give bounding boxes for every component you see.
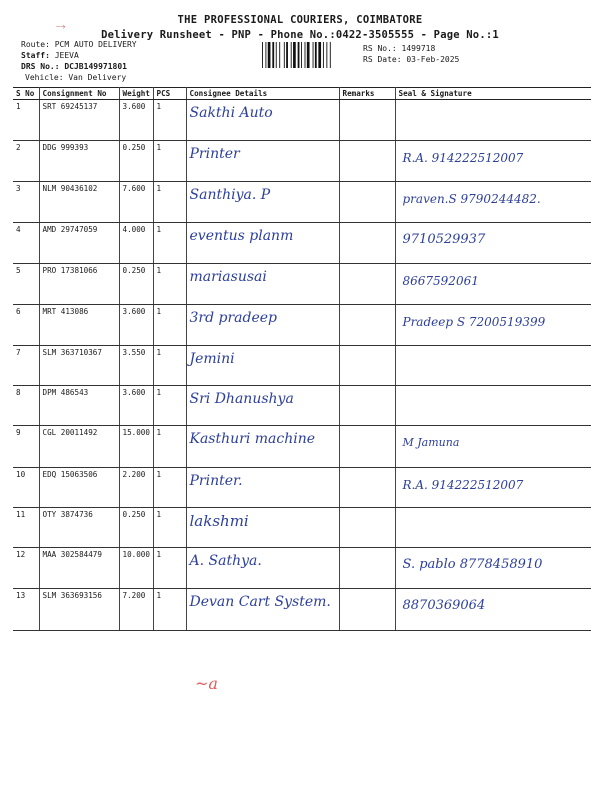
cell-consignee [186,100,339,141]
cell-signature-text: Pradeep S 7200519399 [402,315,546,329]
cell-weight [119,508,153,548]
cell-consignee-text: 3rd pradeep [189,310,278,326]
cell-pcs-text: 1 [156,184,162,193]
cell-consignment-no-text: MRT 413086 [42,307,89,316]
rs-no-label: RS No.: [363,44,397,53]
cell-weight-text: 7.200 [122,591,146,600]
cell-signature-text: R.A. 914222512007 [402,151,524,165]
table-row [13,508,591,548]
cell-weight-text: 0.250 [122,143,146,152]
cell-sno-text: 5 [16,266,21,275]
cell-remarks [339,508,395,548]
cell-weight-text: 0.250 [122,510,146,519]
cell-signature [395,346,591,386]
cell-consignment-no [39,223,119,264]
cell-weight-text: 3.550 [122,348,146,357]
cell-signature [395,141,591,182]
route-label: Route: [21,40,50,49]
cell-signature-text: 8870369064 [402,598,486,613]
cell-weight [119,305,153,346]
header-remarks: Remarks [339,88,395,100]
cell-signature-text: S. pablo 8778458910 [402,557,543,572]
cell-consignee-text: eventus planm [189,228,294,244]
cell-remarks [339,223,395,264]
cell-consignee [186,468,339,508]
cell-pcs [153,426,186,468]
staff-line [21,51,79,62]
cell-remarks [339,426,395,468]
cell-consignee-text: Printer. [189,473,243,489]
drs-line [21,62,127,73]
cell-sno [13,589,39,631]
cell-weight [119,346,153,386]
cell-consignee-text: A. Sathya. [189,553,262,569]
cell-consignee [186,305,339,346]
cell-consignee-text: Santhiya. P [189,187,271,203]
cell-consignee-text: Printer [189,146,240,162]
header-signature: Seal & Signature [395,88,591,100]
drs-label: DRS No.: [21,62,60,71]
cell-signature [395,182,591,223]
cell-consignee [186,223,339,264]
cell-consignee-text: Sri Dhanushya [189,391,294,407]
cell-signature-text: R.A. 914222512007 [402,478,524,492]
rs-date-value: 03-Feb-2025 [406,55,460,64]
cell-pcs [153,100,186,141]
cell-weight [119,386,153,426]
table-row [13,100,591,141]
cell-pcs-text: 1 [156,225,162,234]
cell-pcs-text: 1 [156,550,162,559]
cell-consignee-text: Jemini [189,351,235,367]
cell-sno [13,305,39,346]
cell-remarks [339,264,395,305]
cell-consignment-no-text: NLM 90436102 [42,184,98,193]
cell-signature [395,589,591,631]
cell-weight [119,589,153,631]
cell-sno-text: 1 [16,102,21,111]
corner-mark: ⤍ [56,22,66,32]
vehicle-line [25,73,126,84]
cell-signature [395,508,591,548]
table-row [13,426,591,468]
cell-sno [13,508,39,548]
route-line [21,40,137,51]
staff-label: Staff: [21,51,50,60]
cell-pcs-text: 1 [156,143,162,152]
cell-consignee [186,589,339,631]
cell-remarks [339,548,395,589]
cell-consignment-no [39,548,119,589]
cell-sno-text: 13 [16,591,26,600]
cell-remarks [339,100,395,141]
cell-remarks [339,468,395,508]
cell-pcs-text: 1 [156,510,162,519]
table-row [13,386,591,426]
cell-pcs [153,589,186,631]
table-row [13,305,591,346]
cell-consignment-no-text: AMD 29747059 [42,225,98,234]
cell-consignment-no-text: CGL 20011492 [42,428,98,437]
cell-consignment-no [39,468,119,508]
cell-consignment-no [39,141,119,182]
cell-pcs [153,182,186,223]
header-sno: S No [13,88,39,100]
cell-sno [13,468,39,508]
cell-pcs [153,508,186,548]
cell-sno [13,223,39,264]
cell-remarks [339,182,395,223]
cell-sno-text: 3 [16,184,21,193]
cell-signature [395,264,591,305]
cell-weight [119,100,153,141]
table-row [13,182,591,223]
cell-consignment-no-text: EDQ 15063506 [42,470,98,479]
rs-date-label: RS Date: [363,55,402,64]
cell-signature [395,386,591,426]
cell-remarks [339,141,395,182]
cell-pcs [153,386,186,426]
cell-weight-text: 3.600 [122,388,146,397]
cell-pcs [153,223,186,264]
cell-sno [13,141,39,182]
cell-consignee [186,182,339,223]
cell-sno [13,548,39,589]
cell-pcs [153,468,186,508]
cell-consignment-no [39,426,119,468]
cell-sno [13,182,39,223]
table-row [13,468,591,508]
cell-consignee-text: Devan Cart System. [189,594,331,610]
cell-pcs [153,305,186,346]
cell-signature-text: 9710529937 [402,232,486,247]
cell-signature-text: M Jamuna [402,436,460,449]
cell-consignee [186,386,339,426]
cell-weight [119,141,153,182]
cell-signature [395,100,591,141]
cell-sno-text: 9 [16,428,21,437]
cell-consignee [186,141,339,182]
cell-sno [13,386,39,426]
cell-pcs [153,264,186,305]
cell-sno-text: 12 [16,550,26,559]
cell-pcs-text: 1 [156,428,162,437]
cell-signature [395,223,591,264]
cell-consignment-no [39,508,119,548]
header-consignee: Consignee Details [186,88,339,100]
route-value: PCM AUTO DELIVERY [54,40,137,49]
cell-sno [13,264,39,305]
cell-weight [119,182,153,223]
cell-pcs [153,548,186,589]
cell-signature-text: 8667592061 [402,274,479,288]
cell-consignment-no [39,305,119,346]
cell-sno-text: 10 [16,470,26,479]
company-title: THE PROFESSIONAL COURIERS, COIMBATORE [177,14,423,26]
cell-consignment-no-text: OTY 3874736 [42,510,93,519]
table-header-row [13,88,591,100]
cell-weight-text: 3.600 [122,307,146,316]
drs-value: DCJB149971801 [64,62,127,71]
cell-weight [119,223,153,264]
cell-sno-text: 7 [16,348,21,357]
cell-pcs-text: 1 [156,591,162,600]
rs-date-line [363,55,459,64]
cell-consignee [186,426,339,468]
cell-weight-text: 4.000 [122,225,146,234]
header-weight: Weight [119,88,153,100]
cell-sno [13,100,39,141]
cell-weight-text: 3.600 [122,102,146,111]
barcode [261,42,358,68]
rs-no-value: 1499718 [401,44,436,53]
cell-weight-text: 15.000 [122,428,150,437]
cell-pcs [153,141,186,182]
cell-pcs-text: 1 [156,348,162,357]
cell-sno-text: 6 [16,307,21,316]
cell-remarks [339,346,395,386]
cell-signature [395,305,591,346]
cell-consignment-no-text: DDG 999393 [42,143,89,152]
table-row [13,264,591,305]
cell-consignee-text: Sakthi Auto [189,105,273,121]
vehicle-value: Van Delivery [68,73,127,82]
cell-consignee [186,346,339,386]
cell-remarks [339,589,395,631]
cell-consignee [186,508,339,548]
cell-sno [13,346,39,386]
cell-pcs-text: 1 [156,307,162,316]
header-pcs: PCS [153,88,186,100]
runsheet-table [13,87,591,631]
cell-consignee [186,548,339,589]
cell-consignment-no-text: SRT 69245137 [42,102,98,111]
cell-signature-text: praven.S 9790244482. [402,192,541,206]
cell-weight [119,548,153,589]
cell-consignee-text: lakshmi [189,512,249,530]
table-row [13,141,591,182]
cell-consignee-text: Kasthuri machine [189,431,316,447]
cell-pcs-text: 1 [156,266,162,275]
cell-pcs-text: 1 [156,470,162,479]
cell-consignment-no-text: PRO 17381066 [42,266,98,275]
cell-pcs-text: 1 [156,102,162,111]
rs-no-line [363,44,435,53]
cell-consignee [186,264,339,305]
cell-consignment-no [39,386,119,426]
cell-remarks [339,305,395,346]
cell-sno [13,426,39,468]
cell-consignment-no [39,100,119,141]
cell-pcs-text: 1 [156,388,162,397]
table-row [13,223,591,264]
cell-consignment-no [39,589,119,631]
staff-value: JEEVA [54,51,79,60]
cell-weight-text: 2.200 [122,470,146,479]
cell-signature [395,548,591,589]
header-consignment: Consignment No [39,88,119,100]
cell-consignee-text: mariasusai [189,269,267,285]
cell-weight [119,264,153,305]
cell-consignment-no-text: DPM 486543 [42,388,89,397]
cell-consignment-no-text: SLM 363710367 [42,348,102,357]
cell-signature [395,468,591,508]
cell-weight [119,468,153,508]
cell-weight-text: 7.600 [122,184,146,193]
cell-consignment-no-text: MAA 302584479 [42,550,102,559]
cell-weight [119,426,153,468]
cell-signature [395,426,591,468]
cell-consignment-no [39,346,119,386]
table-row [13,589,591,631]
red-scribble-mark: ~a [195,674,218,693]
cell-sno-text: 4 [16,225,21,234]
cell-sno-text: 11 [16,510,26,519]
cell-weight-text: 10.000 [122,550,150,559]
runsheet-subtitle: Delivery Runsheet - PNP - Phone No.:0422-3505555 - Page No.:1 [101,29,499,41]
cell-consignment-no-text: SLM 363693156 [42,591,102,600]
cell-sno-text: 2 [16,143,21,152]
cell-weight-text: 0.250 [122,266,146,275]
cell-remarks [339,386,395,426]
cell-pcs [153,346,186,386]
cell-consignment-no [39,182,119,223]
table-row [13,548,591,589]
table-row [13,346,591,386]
cell-consignment-no [39,264,119,305]
cell-sno-text: 8 [16,388,21,397]
vehicle-label: Vehicle: [25,73,64,82]
